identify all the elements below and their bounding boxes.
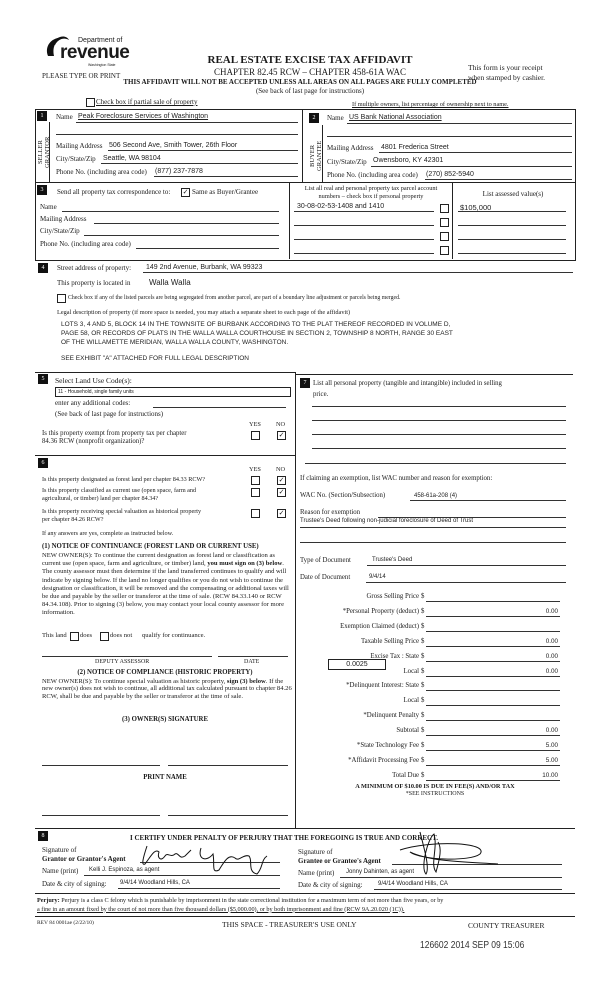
same-as-buyer-checkbox[interactable]: ✓: [182, 188, 189, 196]
currency-sign: $: [421, 771, 425, 779]
form-number: REV 84 0001ae (2/22/10): [37, 920, 94, 926]
section-number: 2: [309, 113, 319, 123]
corr-mail-label: Mailing Address: [40, 215, 87, 223]
currency-sign: $: [421, 652, 425, 660]
fee-label: Subtotal: [396, 727, 419, 735]
legal-line-4[interactable]: SEE EXHIBIT "A" ATTACHED FOR FULL LEGAL DESCRIPTION: [61, 355, 249, 362]
perjury-notice: Perjury: Perjury is a class C felony which is punishable by imprisonment in the state correctional institution for a maximum term of not more than five years, or by a fine in an amount fixed by the court of not more than five thousand dollars ($5,000.00), or by both imprisonment and fine (RCW 9A.20.020 (1C)).: [37, 897, 444, 913]
corr-phone-label: Phone No. (including area code): [40, 240, 131, 248]
assessed-value[interactable]: $105,000: [460, 203, 492, 212]
located-label: This property is located in: [57, 279, 131, 287]
notice-continuance-text: NEW OWNER(S): To continue the current designation as forest land or classification as current use (open space, farm and agriculture, or timber) land, you must sign on (3) below. The county assessor must then determine if the land transferred continues to qualify and will indicate by signing below. If the land no longer qualifies or you do not wish to continue the designation or classification, it will be removed and the compensating or additional taxes will be due and payable by the seller or transferor at the time of sale. (RCW 84.33.140 or RCW 84.34.108). Prior to signing (3) below, you may contact your local county assessor for more information.: [42, 552, 289, 617]
line: [426, 720, 560, 721]
fee-value[interactable]: 5.00: [545, 756, 558, 764]
personal-property-checkbox[interactable]: [440, 246, 449, 255]
personal-property-line[interactable]: [312, 406, 566, 407]
line: [300, 527, 566, 528]
divider: [296, 374, 573, 375]
no-header: NO: [276, 466, 286, 473]
legal-line-2[interactable]: PAGE 58, OR RECORDS OF PLATS IN THE WALLA WALLA COURTHOUSE IN SECTION 2, TOWNSHIP 8 NORTH, RANGE 30 EAST: [61, 330, 453, 337]
line: [84, 875, 280, 876]
line: [294, 225, 434, 226]
see-instructions-note: *SEE INSTRUCTIONS: [405, 791, 465, 797]
corr-phone-field[interactable]: [136, 248, 279, 249]
does-not-checkbox[interactable]: [100, 632, 109, 641]
line: [108, 150, 298, 151]
seller-phone-label: Phone No. (including area code): [56, 168, 147, 176]
legal-line-3[interactable]: OF THE WILLAMETTE MERIDIAN, WALLA WALLA COUNTY, WASHINGTON.: [61, 339, 289, 346]
currency-sign: $: [421, 697, 425, 705]
currency-sign: $: [421, 727, 425, 735]
fee-label: Gross Selling Price: [366, 593, 419, 600]
street-field[interactable]: 149 2nd Avenue, Burbank, WA 99323: [146, 264, 263, 271]
currency-sign: $: [421, 756, 425, 764]
form-warning: THIS AFFIDAVIT WILL NOT BE ACCEPTED UNLESS ALL AREAS ON ALL PAGES ARE FULLY COMPLETED: [123, 78, 477, 86]
buyer-side-label: BUYER GRANTEE: [309, 140, 323, 172]
fee-label: Local: [403, 697, 419, 705]
print-name-line[interactable]: [168, 815, 288, 816]
section-number: 6: [38, 458, 48, 468]
print-name-label: PRINT NAME: [143, 774, 187, 781]
buyer-mail-label: Mailing Address: [327, 144, 374, 152]
fee-label: Taxable Selling Price: [360, 637, 419, 645]
currency-sign: $: [421, 712, 425, 720]
legal-line-1[interactable]: LOTS 3, 4 AND 5, BLOCK 14 IN THE TOWNSITE OF BURBANK ACCORDING TO THE PLAT THEREOF RECORDED IN VOLUME D,: [61, 321, 451, 328]
parcel-number[interactable]: 30-08-02-53-1408 and 1410: [297, 203, 385, 210]
historic-question: Is this property receiving special valuation as historical property per chapter 84.26 RCW?: [42, 508, 202, 523]
reason-field[interactable]: Trustee's Deed following non-judicial foreclosure of Deed of Trust: [300, 518, 474, 524]
local-rate-box[interactable]: 0.0025: [328, 659, 386, 670]
assessed-header: List assessed value(s): [482, 190, 544, 198]
grantor-name-field[interactable]: Kelli J. Espinoza, as agent: [89, 867, 160, 873]
fee-value[interactable]: 0.00: [545, 637, 558, 645]
qualify-label: qualify for continuance.: [142, 632, 206, 639]
fee-label: *Affidavit Processing Fee: [348, 756, 419, 764]
corr-name-field[interactable]: [62, 211, 279, 212]
line: [327, 136, 572, 137]
yes-header: YES: [249, 421, 261, 428]
currency-sign: $: [421, 622, 425, 630]
fee-label: Local: [403, 667, 419, 675]
fee-value[interactable]: 0.00: [545, 652, 558, 660]
legal-label: Legal description of property (if more space is needed, you may attach a separate sheet to each page of the affidavit): [57, 309, 351, 316]
line: [426, 750, 560, 751]
fee-value[interactable]: 0.00: [545, 727, 558, 735]
corr-city-field[interactable]: [84, 235, 279, 236]
send-label: Send all property tax correspondence to:: [57, 188, 171, 196]
grantee-sig-label-1: Signature of: [298, 848, 333, 856]
fee-value[interactable]: 5.00: [545, 742, 558, 749]
divider: [35, 372, 296, 373]
seller-name-line-2: [56, 134, 298, 135]
line: [426, 676, 560, 677]
minimum-note: A MINIMUM OF $10.00 IS DUE IN FEE(S) AND/OR TAX: [355, 783, 515, 790]
buyer-mail-field[interactable]: 4801 Frederica Street: [381, 144, 449, 151]
seller-city-field[interactable]: Seattle, WA 98104: [103, 155, 161, 162]
doc-type-label: Type of Document: [300, 557, 351, 564]
exempt-question: Is this property exempt from property tax per chapter 84.36 RCW (nonprofit organization)?: [42, 430, 187, 445]
line: [294, 239, 434, 240]
no-header: NO: [276, 421, 286, 428]
line: [379, 152, 572, 153]
county-treasurer-label: COUNTY TREASURER: [468, 921, 545, 930]
doc-type-field[interactable]: Trustee's Deed: [372, 557, 413, 563]
date-label: DATE: [244, 659, 260, 665]
corr-mail-field[interactable]: [94, 223, 279, 224]
receipt-note-2: when stamped by cashier.: [468, 73, 546, 82]
line: [426, 705, 560, 706]
section-number: 1: [37, 111, 47, 121]
this-land-label: This land: [42, 632, 67, 639]
line: [367, 565, 566, 566]
line: [426, 780, 560, 781]
exempt-yes-checkbox[interactable]: [251, 431, 260, 440]
line: [118, 888, 280, 889]
line: [426, 765, 560, 766]
grantor-sig-label-1: Signature of: [42, 846, 77, 854]
line: [425, 179, 572, 180]
line: [366, 582, 566, 583]
yes-header: YES: [249, 466, 261, 473]
divider: [295, 372, 296, 828]
forest-no-checkbox[interactable]: ✓: [278, 476, 285, 484]
line: [340, 877, 562, 878]
currency-sign: $: [421, 667, 425, 675]
buyer-phone-field[interactable]: (270) 852-5940: [426, 171, 474, 178]
print-name-line[interactable]: [42, 815, 160, 816]
seller-mail-field[interactable]: 506 Second Ave, Smith Tower, 26th Floor: [109, 142, 238, 149]
fee-value[interactable]: 0.00: [545, 607, 558, 615]
buyer-phone-label: Phone No. (including area code): [327, 171, 418, 179]
line: [426, 661, 560, 662]
personal-property-line[interactable]: [312, 448, 566, 449]
owner-signature-line[interactable]: [42, 765, 160, 766]
fee-value[interactable]: 10.00: [542, 771, 558, 779]
buyer-name-label: Name: [327, 114, 344, 122]
historic-no-checkbox[interactable]: ✓: [278, 509, 285, 517]
line: [426, 690, 560, 691]
receipt-note-1: This form is your receipt: [468, 63, 543, 72]
currency-sign: $: [421, 593, 425, 600]
currency-sign: $: [421, 682, 425, 690]
exemption-label: If claiming an exemption, list WAC number and reason for exemption:: [300, 475, 493, 482]
currency-sign: $: [421, 742, 425, 749]
section-number: 7: [300, 378, 310, 388]
line: [426, 601, 560, 602]
section-number: 8: [38, 831, 48, 841]
exempt-no-checkbox[interactable]: ✓: [278, 431, 285, 439]
grantor-date-field[interactable]: 9/4/14 Woodland Hills, CA: [120, 880, 190, 886]
if-yes-note: If any answers are yes, complete as instructed below.: [42, 530, 174, 537]
fee-label: *Delinquent Penalty: [363, 712, 419, 720]
fee-label: *Delinquent Interest: State: [346, 682, 419, 690]
line: [426, 735, 560, 736]
seller-city-label: City/State/Zip: [56, 155, 96, 163]
treasurer-space-label: THIS SPACE - TREASURER'S USE ONLY: [222, 920, 357, 929]
line: [426, 631, 560, 632]
grantor-date-label: Date & city of signing:: [42, 880, 107, 888]
seller-side-label: SELLER GRANTOR: [37, 136, 51, 169]
fee-label: Excise Tax : State: [370, 652, 419, 660]
deputy-assessor-label: DEPUTY ASSESSOR: [95, 659, 150, 665]
certify-statement: I CERTIFY UNDER PENALTY OF PERJURY THAT THE FOREGOING IS TRUE AND CORRECT.: [130, 834, 439, 842]
partial-sale-label: Check box if partial sale of property: [96, 98, 198, 106]
logo-name: revenue: [60, 42, 130, 63]
additional-codes-field[interactable]: [153, 407, 286, 408]
personal-property-checkbox[interactable]: [440, 218, 449, 227]
logo-state: Washington State: [88, 63, 116, 67]
divider: [35, 893, 575, 894]
currency-sign: $: [421, 607, 425, 615]
divider: [35, 455, 296, 456]
line: [294, 253, 434, 254]
forest-land-question: Is this property designated as forest land per chapter 84.33 RCW?: [42, 476, 206, 483]
grantee-date-field[interactable]: 9/4/14 Woodland Hills, CA: [378, 881, 448, 887]
seller-name-label: Name: [56, 113, 73, 121]
grantee-name-field[interactable]: Jonny Dahinten, as agent: [346, 869, 415, 875]
grantee-name-label: Name (print): [298, 869, 335, 877]
line: [101, 163, 298, 164]
personal-property-line[interactable]: [312, 434, 566, 435]
wac-field[interactable]: 458-61a-208 (4): [414, 493, 458, 499]
line: [458, 225, 566, 226]
see-back-note: (See back of last page for instructions): [55, 410, 164, 418]
seller-name-field[interactable]: Peak Foreclosure Services of Washington: [78, 113, 209, 120]
buyer-city-field[interactable]: Owensboro, KY 42301: [373, 157, 444, 164]
forest-yes-checkbox[interactable]: [251, 476, 260, 485]
located-field[interactable]: Walla Walla: [149, 278, 191, 287]
owner-signature-line[interactable]: [168, 765, 288, 766]
same-as-buyer-label: Same as Buyer/Grantee: [192, 188, 259, 196]
section-number: 5: [38, 374, 48, 384]
land-use-label: Select Land Use Code(s):: [55, 376, 132, 385]
line: [458, 239, 566, 240]
divider: [35, 916, 575, 917]
fee-label: Exemption Claimed (deduct): [340, 622, 419, 630]
line: [458, 211, 566, 212]
buyer-city-label: City/State/Zip: [327, 158, 367, 166]
additional-codes-label: enter any additional codes:: [55, 399, 131, 407]
partial-sale-checkbox[interactable]: [86, 98, 95, 107]
fee-label: *State Technology Fee: [356, 742, 419, 749]
doc-date-label: Date of Document: [300, 574, 351, 581]
grantor-sig-label-2: Grantor or Grantor's Agent: [42, 855, 126, 863]
parcel-header: List all real and personal property tax parcel account numbers – check box if personal property: [304, 185, 438, 200]
fee-label: Total Due: [392, 771, 419, 779]
segregated-label: Check box if any of the listed parcels are being segregated from another parcel, are part of a boundary line adjustment or parcels being merged.: [68, 295, 401, 301]
doc-date-field[interactable]: 9/4/14: [369, 574, 386, 580]
line: [426, 616, 560, 617]
reason-label: Reason for exemption: [300, 509, 361, 516]
line: [426, 646, 560, 647]
type-or-print: PLEASE TYPE OR PRINT: [42, 72, 121, 80]
line: [458, 253, 566, 254]
seller-name-line: [76, 122, 298, 123]
date-line[interactable]: [218, 656, 288, 657]
deputy-assessor-line[interactable]: [42, 656, 212, 657]
seller-mail-label: Mailing Address: [56, 142, 103, 150]
grantee-date-label: Date & city of signing:: [298, 881, 363, 889]
divider: [305, 463, 566, 464]
divider: [302, 109, 303, 182]
cashier-stamp: 126602 2014 SEP 09 15:06: [420, 940, 525, 951]
multiple-owners-note: If multiple owners, list percentage of ownership next to name.: [352, 101, 509, 108]
line: [410, 500, 566, 501]
notice-compliance-text: NEW OWNER(S): To continue special valuation as historic property, sign (3) below. If the new owner(s) does not wish to continue, all additional tax calculated pursuant to chapter 84.26 RCW, shall be due and payable by the seller or transferor at the time of sale.: [42, 678, 292, 700]
personal-property-checkbox[interactable]: [440, 204, 449, 213]
line: [347, 123, 572, 124]
owner-signature-label: (3) OWNER(S) SIGNATURE: [122, 716, 208, 723]
current-use-question: Is this property classified as current use (open space, farm and agricultural, or timber) land per chapter 84.34?: [42, 487, 197, 502]
grantor-name-label: Name (print): [42, 867, 79, 875]
line: [294, 211, 434, 212]
section-number: 4: [38, 263, 48, 273]
fee-value[interactable]: 0.00: [545, 667, 558, 675]
personal-property-checkbox[interactable]: [440, 232, 449, 241]
form-chapter: CHAPTER 82.45 RCW – CHAPTER 458-61A WAC: [214, 67, 406, 77]
corr-name-label: Name: [40, 203, 57, 211]
currency-sign: $: [421, 637, 425, 645]
personal-property-label: List all personal property (tangible and intangible) included in selling price.: [313, 380, 502, 398]
corr-city-label: City/State/Zip: [40, 227, 80, 235]
seller-phone-field[interactable]: (877) 237-7878: [155, 168, 203, 175]
current-use-yes-checkbox[interactable]: [251, 488, 260, 497]
segregated-checkbox[interactable]: [57, 294, 66, 303]
line: [143, 272, 573, 273]
divider: [35, 182, 575, 183]
notice-continuance-title: (1) NOTICE OF CONTINUANCE (FOREST LAND OR CURRENT USE): [42, 543, 259, 550]
personal-property-line[interactable]: [312, 420, 566, 421]
line: [300, 542, 566, 543]
grantee-sig-label-2: Grantee or Grantee's Agent: [298, 857, 381, 865]
fee-label: *Personal Property (deduct): [342, 607, 419, 615]
historic-yes-checkbox[interactable]: [251, 509, 260, 518]
line: [374, 889, 562, 890]
land-use-select[interactable]: 11 - Household, single family units: [55, 387, 291, 397]
current-use-no-checkbox[interactable]: ✓: [278, 488, 285, 496]
line: [154, 176, 298, 177]
wac-label: WAC No. (Section/Subsection): [300, 492, 386, 499]
section-number: 3: [37, 185, 47, 195]
form-title: REAL ESTATE EXCISE TAX AFFIDAVIT: [207, 54, 413, 66]
line: [371, 166, 572, 167]
form-see-back: (See back of last page for instructions): [255, 87, 365, 95]
buyer-name-field[interactable]: US Bank National Association: [349, 114, 442, 121]
does-checkbox[interactable]: [70, 632, 79, 641]
street-label: Street address of property:: [57, 264, 132, 272]
logo-dept: Department of: [78, 37, 123, 44]
does-label: does: [80, 632, 93, 639]
does-not-label: does not: [110, 632, 133, 639]
notice-compliance-title: (2) NOTICE OF COMPLIANCE (HISTORIC PROPERTY): [77, 669, 253, 676]
